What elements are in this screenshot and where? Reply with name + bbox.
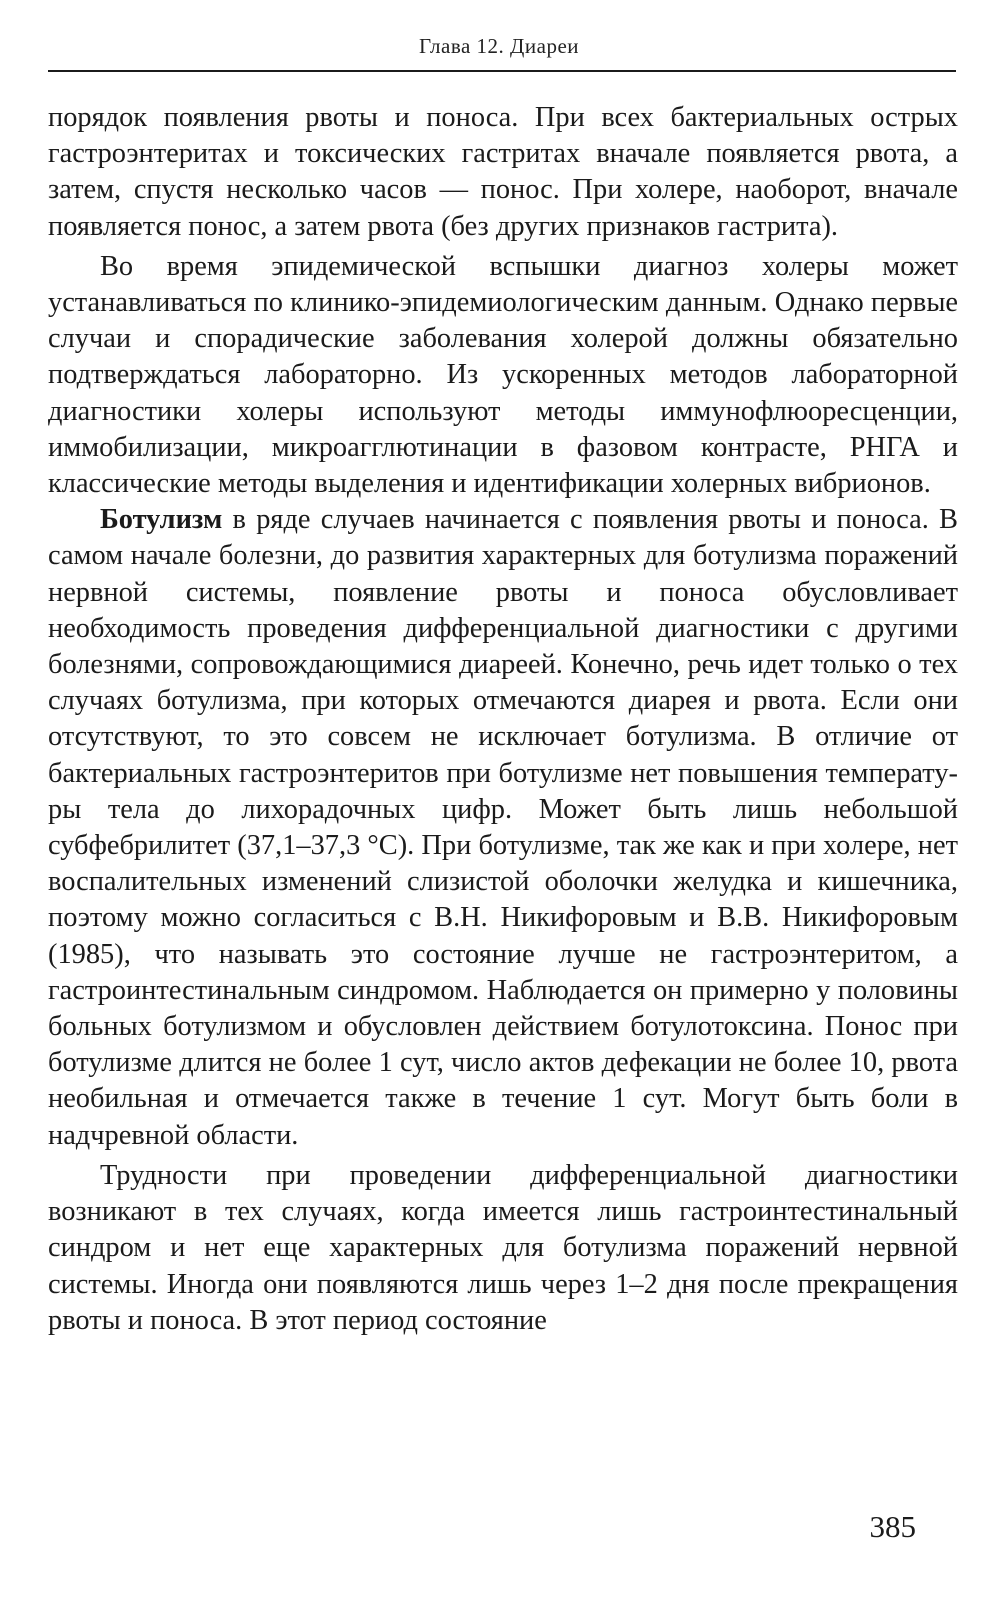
paragraph-text: порядок появления рвоты и поноса. При всех бактериальных острых гастроэнтеритах и токсических гастритах вначале появляется рвота, а затем, спустя несколько часов — понос. При холере, наоборот, вначале появляется понос, а затем рвота (без других признаков гастрита). [48,102,958,242]
paragraph-text: Трудности при проведении дифференциальной диагностики возникают в тех случаях, когда имеется лишь гастроинтестинальный синдром и нет еще характерных для ботулизма поражений нервной системы. Иногда они появляются лишь через 1–2 дня после прекращения рвоты и поноса. В этот период состояние [48,1159,958,1336]
paragraph-text: Во время эпидемической вспышки диагноз холеры может устанавливаться по клинико-эпидемиологическим данным. Однако первые случаи и спорадические заболевания холерой должны обязательно подтверждаться лабораторно. Из ускоренных методов лабораторной диагностики холеры используют методы иммунофлюоресценции, иммобилизации, микроагглютинации в фазовом контрасте, РНГА и классические методы выделения и идентификации холерных вибрионов. [48,250,958,500]
paragraph-lead-term: Ботулизм [100,504,223,536]
header-rule [48,70,956,72]
paragraph-botulism [48,502,958,1154]
body-text [48,100,958,1339]
paragraph-cholera-diagnosis [48,249,958,502]
paragraph-differential-difficulty [48,1158,958,1339]
paragraph-continuation [48,100,958,245]
running-head: Глава 12. Диареи [418,34,579,58]
page-number: 385 [869,1509,916,1544]
paragraph-text: в ряде случаев начинается с появления рвоты и поноса. В самом начале болезни, до развития характерных для ботулизма поражений нервной системы, появление рвоты и поноса обусловливает необходимость проведения дифференциальной диагностики с другими болезнями, сопровождающимися диареей. Конечно, речь идет только о тех случаях ботулизма, при которых отмечаются диарея и рвота. Если они отсутствуют, то это совсем не исключает ботулизма. В отличие от бактериальных гастроэнтеритов при ботулизме нет повышения температуры тела до лихорадочных цифр. Может быть лишь небольшой субфебрилитет (37,1–37,3 °С). При ботулизме, так же как и при холере, нет воспалительных изменений слизистой оболочки желудка и кишечника, поэтому можно согласиться с В.Н. Никифоровым и В.В. Никифоровым (1985), что называть это состояние лучше не гастроэнтеритом, а гастроинтестинальным синдромом. Наблюдается он примерно у половины больных ботулизмом и обусловлен действием ботулотоксина. Понос при ботулизме длится не более 1 сут, число актов дефекации не более 10, рвота необильная и отмечается также в течение 1 сут. Могут быть боли в надчревной области. [48,504,958,1151]
